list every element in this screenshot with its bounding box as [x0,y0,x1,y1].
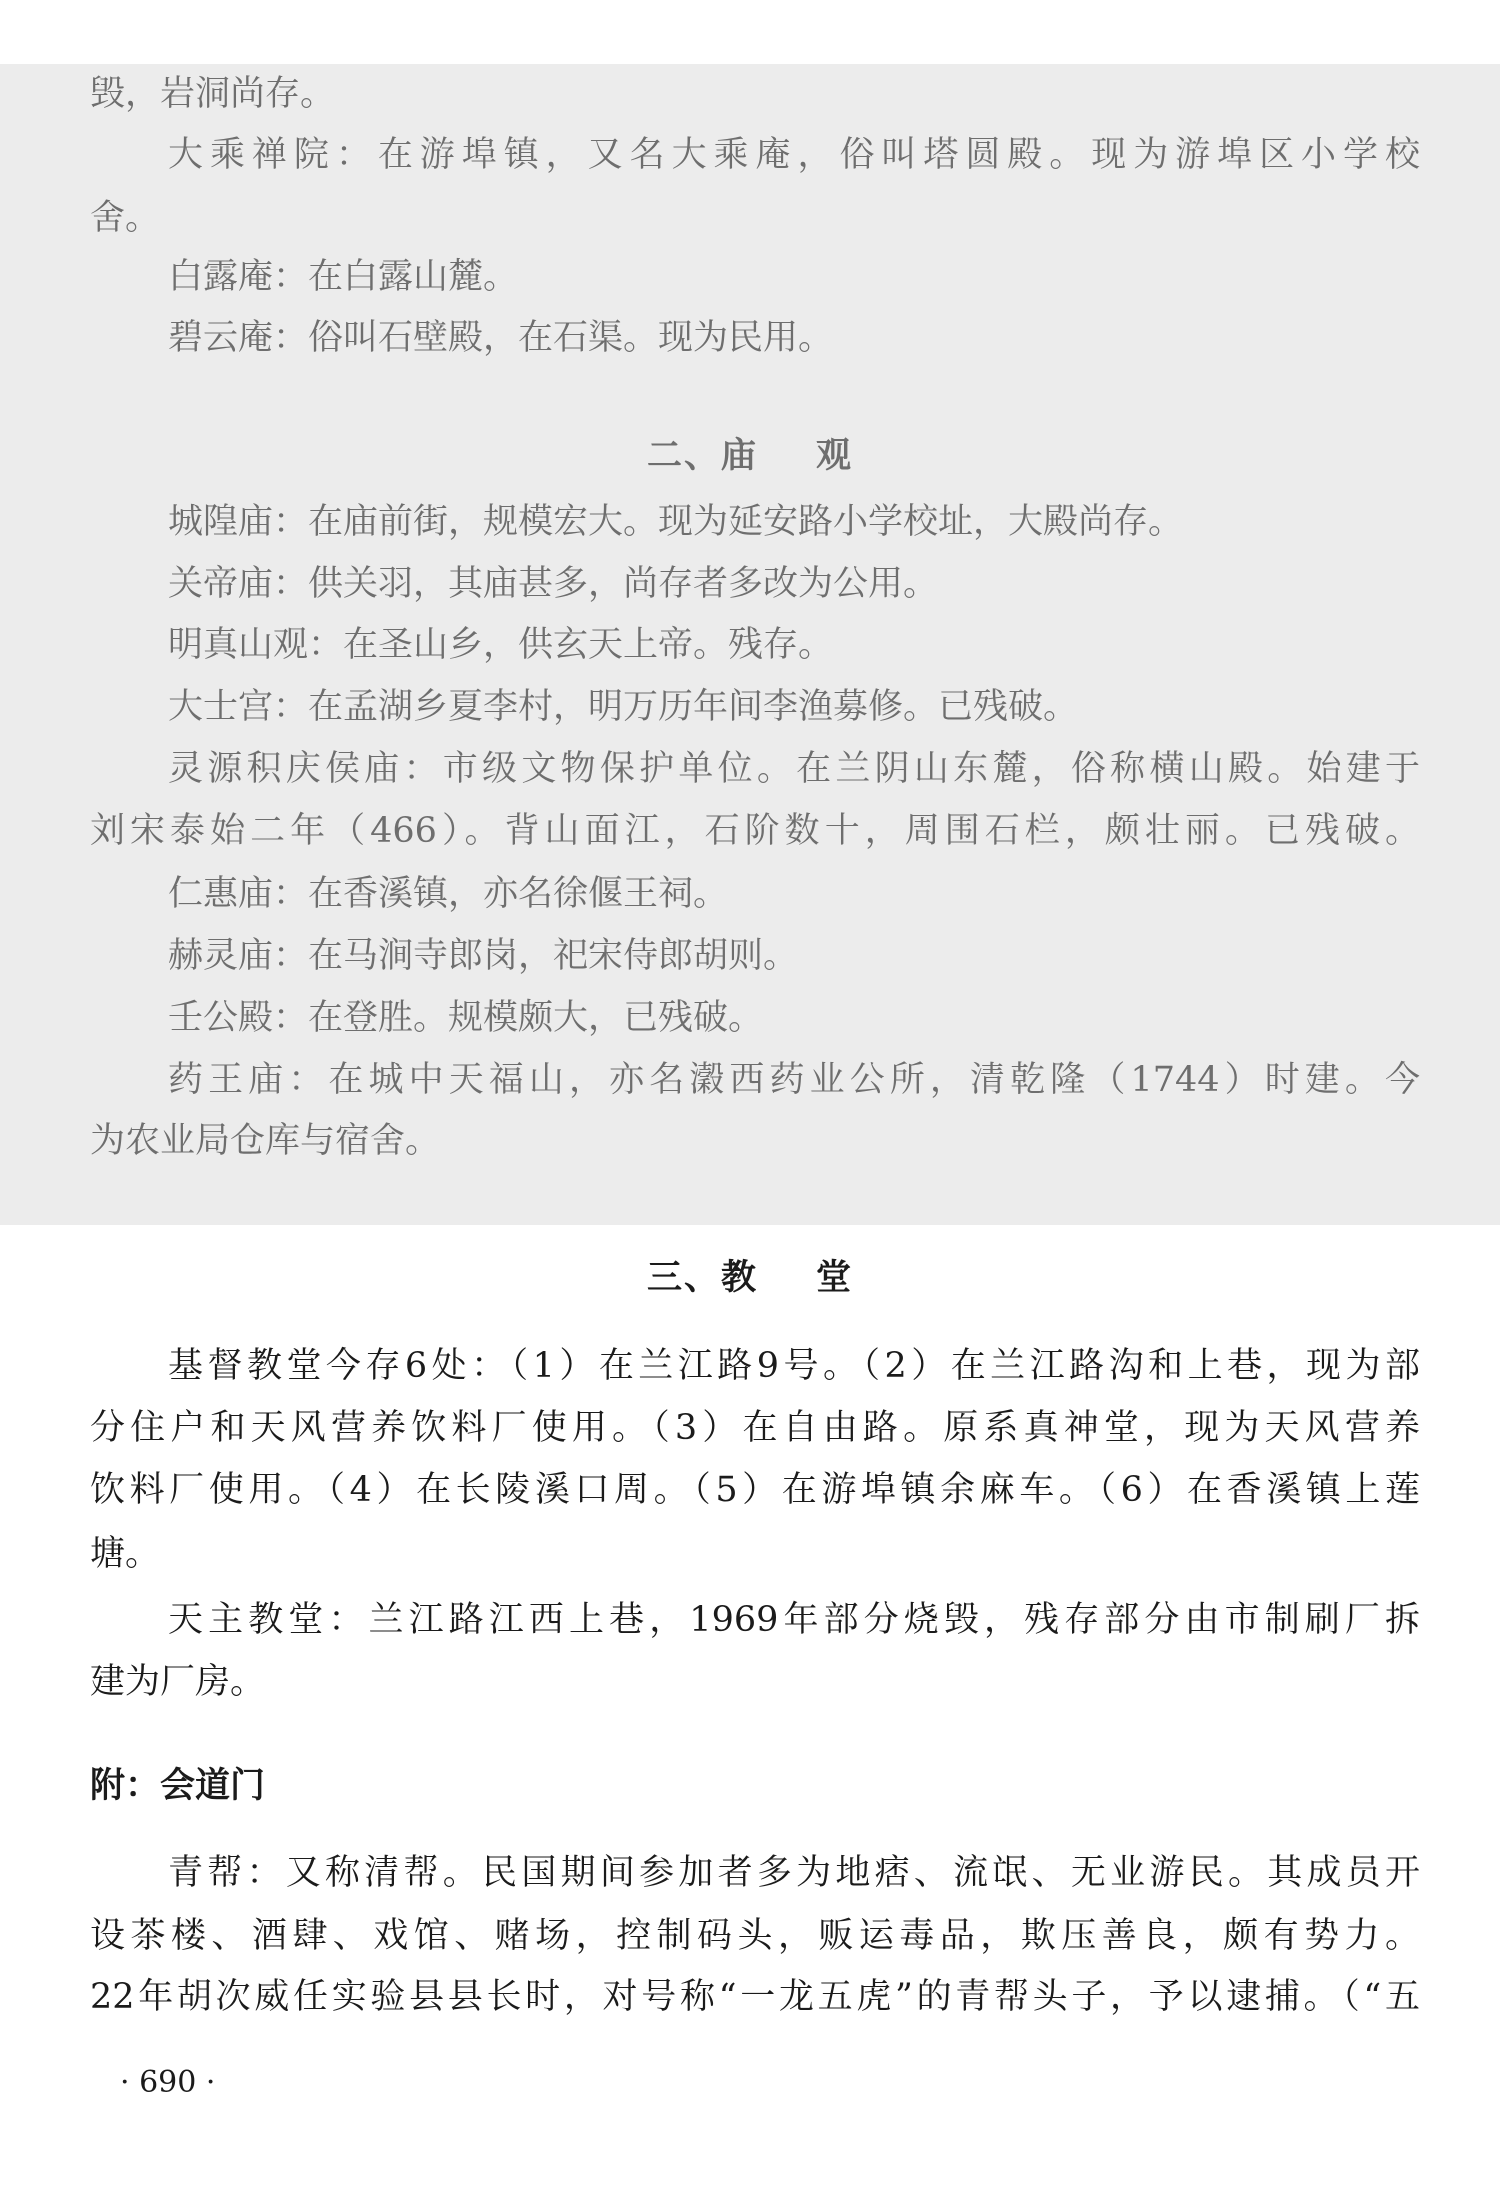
page-number: · 690 · [120,2065,216,2100]
paragraph-catholic-church: 天主教堂：兰江路江西上巷，1969年部分烧毁，残存部分由市制刷厂拆 [168,1600,1420,1640]
paragraph-green-gang: 青帮：又称清帮。民国期间参加者多为地痞、流氓、无业游民。其成员开 [168,1853,1420,1893]
paragraph-biyun-nunnery: 碧云庵：俗叫石壁殿，在石渠。现为民用。 [168,318,834,358]
paragraph-chenghuang-temple: 城隍庙：在庙前街，规模宏大。现为延安路小学校址，大殿尚存。 [168,502,1184,542]
appendix-heading: 附：会道门 [90,1766,266,1806]
paragraph-rengong-hall: 壬公殿：在登胜。规模颇大，已残破。 [168,998,764,1038]
paragraph-lingyuan-temple: 灵源积庆侯庙：市级文物保护单位。在兰阴山东麓，俗称横山殿。始建于 [168,749,1420,789]
text-line: 分住户和天风营养饮料厂使用。（3）在自由路。原系真神堂，现为天风营养 [90,1408,1420,1448]
paragraph-dasheng-temple: 大乘禅院：在游埠镇，又名大乘庵，俗叫塔圆殿。现为游埠区小学校 [168,135,1420,175]
section-heading-temples [0,428,1500,478]
text-line: 为农业局仓库与宿舍。 [90,1121,441,1161]
paragraph-heling-temple: 赫灵庙：在马涧寺郎岗，祀宋侍郎胡则。 [168,936,799,976]
paragraph-protestant-churches: 基督教堂今存6处：（1）在兰江路9号。（2）在兰江路沟和上巷，现为部 [168,1346,1420,1386]
paragraph-renhui-temple: 仁惠庙：在香溪镇，亦名徐偃王祠。 [168,874,729,914]
paragraph-bailu-nunnery: 白露庵：在白露山麓。 [168,257,519,297]
paragraph-yaowang-temple: 药王庙：在城中天福山，亦名瀔西药业公所，清乾隆（1744）时建。今 [168,1060,1420,1100]
text-line: 建为厂房。 [90,1662,266,1702]
shaded-region [0,64,1500,1225]
section-heading-churches [0,1250,1500,1300]
heading-suffix: 堂 [816,1258,854,1298]
paragraph-mingzhen-temple: 明真山观：在圣山乡，供玄天上帝。残存。 [168,625,834,665]
heading-prefix: 二、庙 [646,436,758,476]
paragraph-guandi-temple: 关帝庙：供关羽，其庙甚多，尚存者多改为公用。 [168,564,939,604]
text-line: 塘。 [90,1534,161,1574]
heading-suffix: 观 [816,436,854,476]
text-line: 饮料厂使用。（4）在长陵溪口周。（5）在游埠镇余麻车。（6）在香溪镇上莲 [90,1470,1420,1510]
text-line: 舍。 [90,198,161,238]
text-line: 设茶楼、酒肆、戏馆、赌场，控制码头，贩运毒品，欺压善良，颇有势力。 [90,1916,1420,1956]
text-line: 毁，岩洞尚存。 [90,74,336,114]
text-line: 刘宋泰始二年（466）。背山面江，石阶数十，周围石栏，颇壮丽。已残破。 [90,811,1420,851]
heading-prefix: 三、教 [646,1258,758,1298]
text-line: 22年胡次威任实验县县长时，对号称“一龙五虎”的青帮头子，予以逮捕。（“五 [90,1977,1420,2017]
paragraph-dashi-palace: 大士宫：在孟湖乡夏李村，明万历年间李渔募修。已残破。 [168,687,1079,727]
